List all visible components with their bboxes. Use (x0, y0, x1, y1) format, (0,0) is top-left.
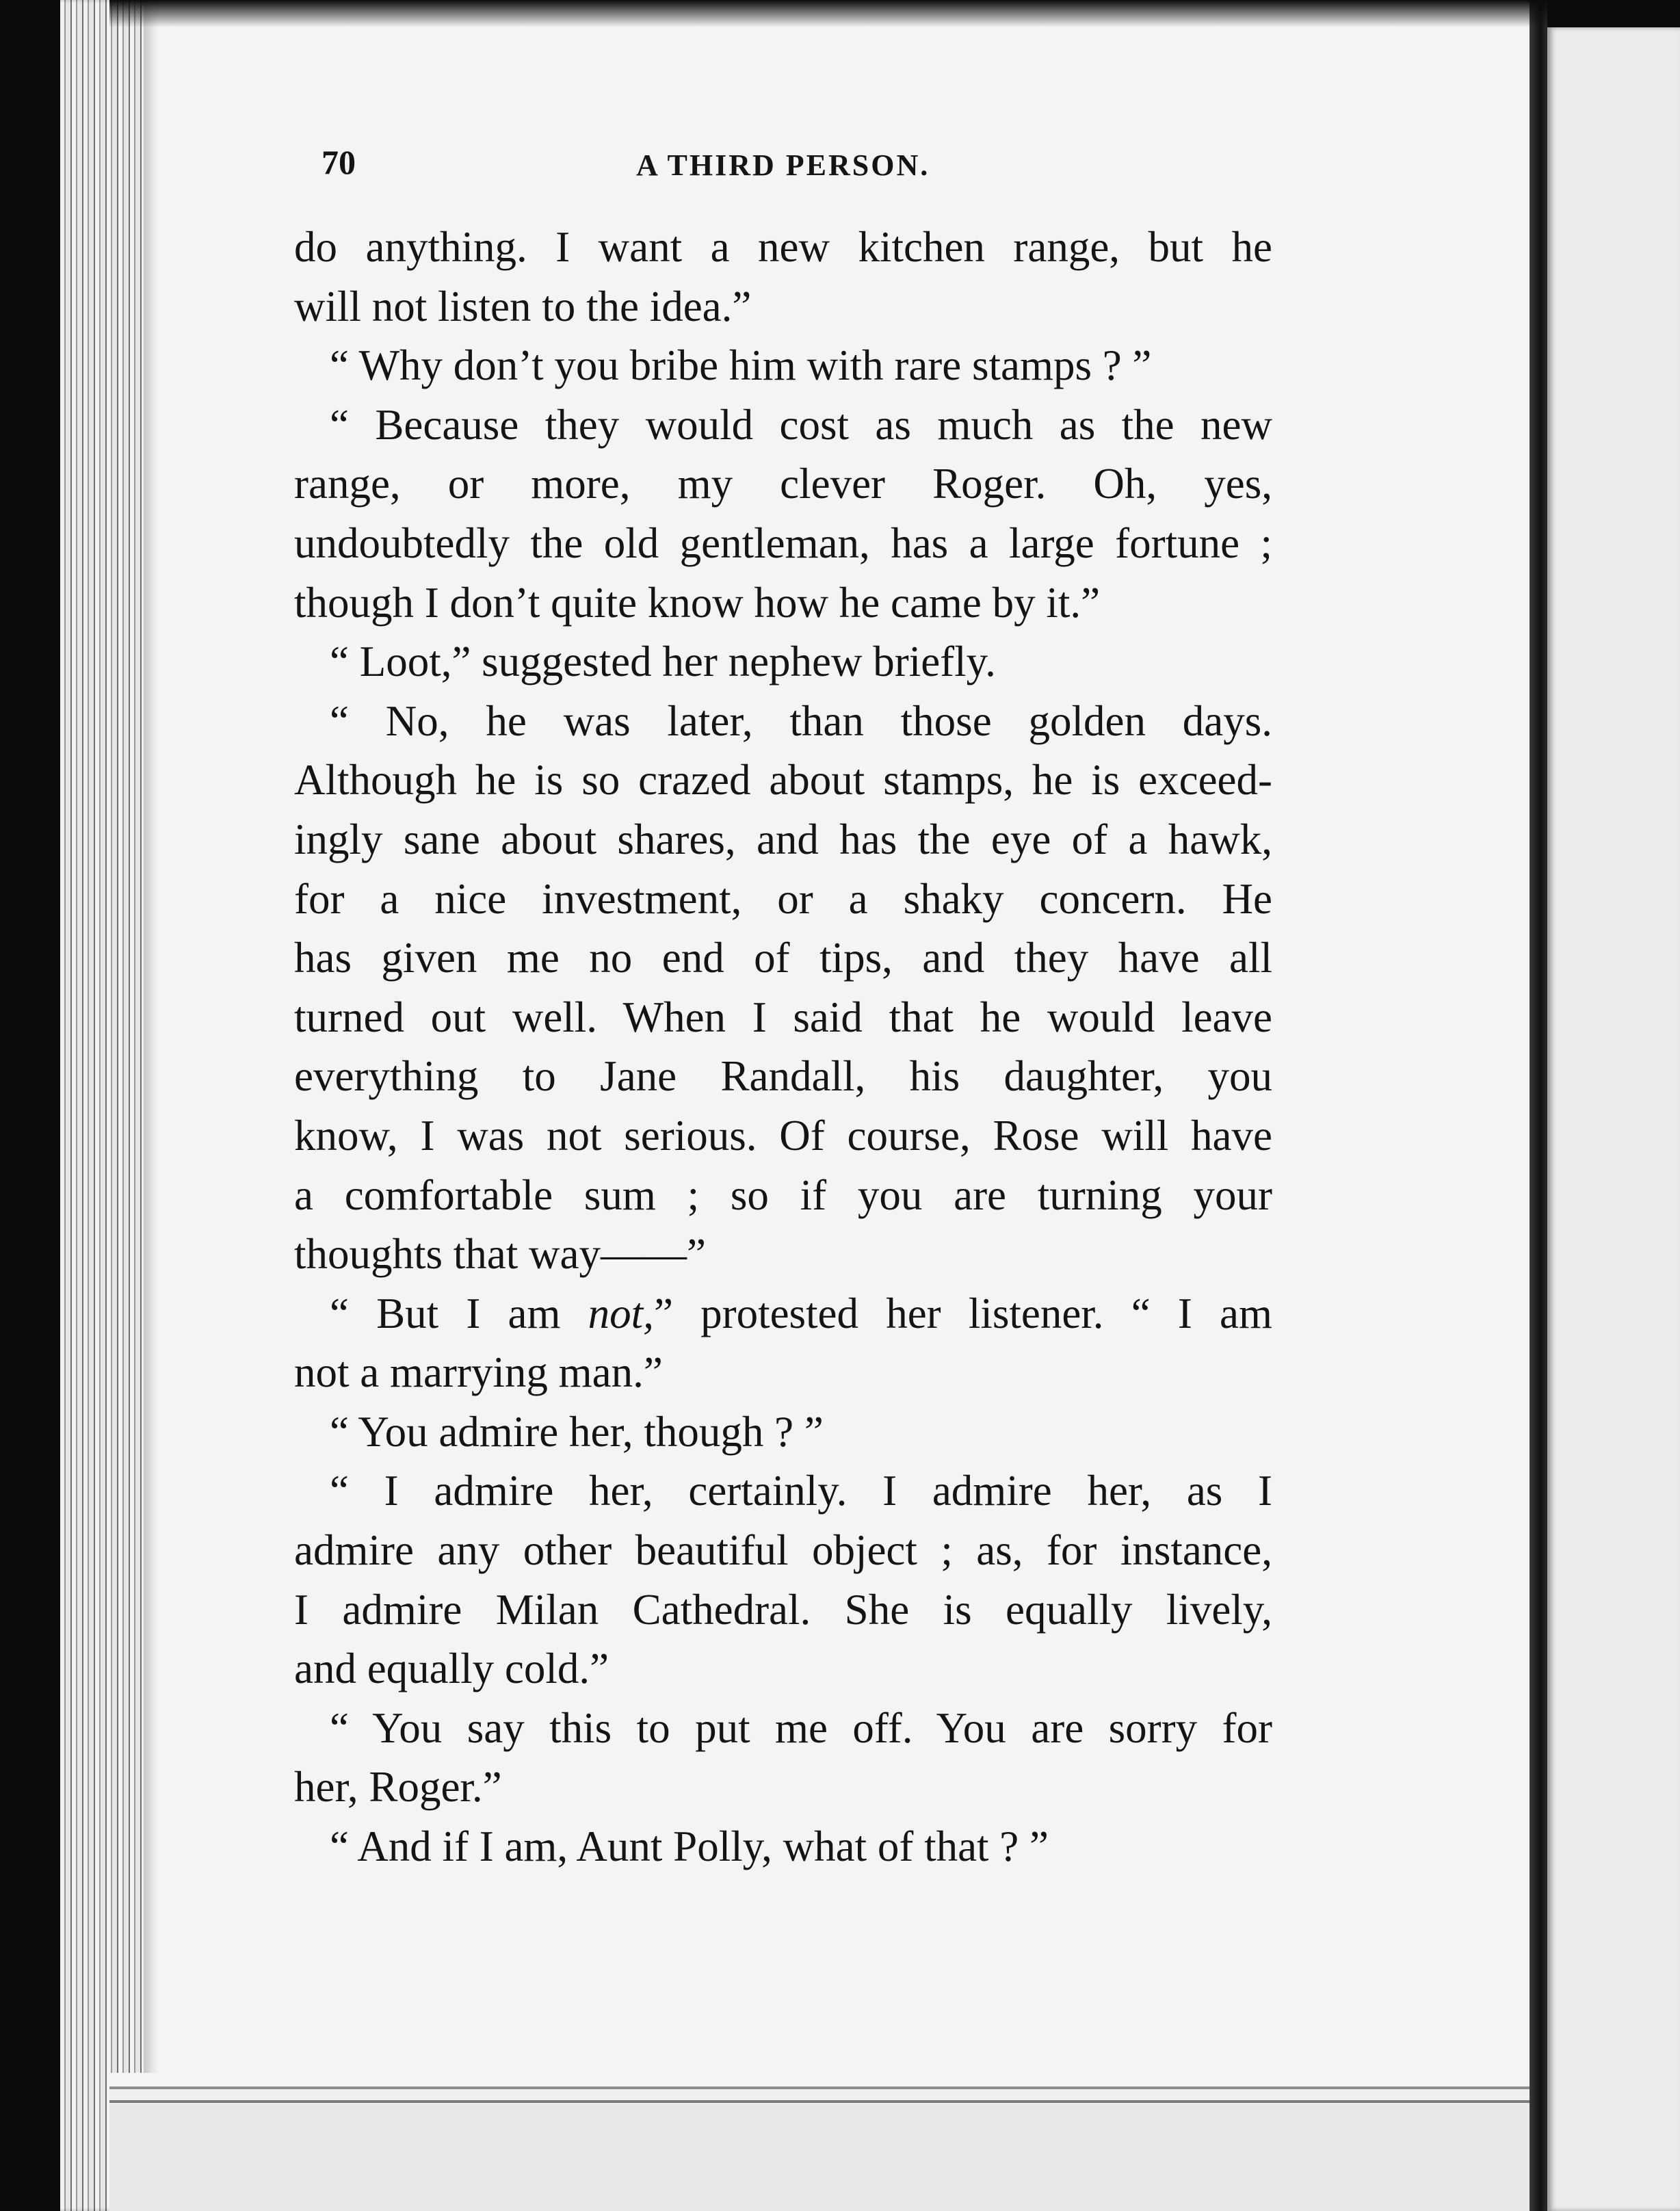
emphasized-word: not, (588, 1289, 654, 1337)
text-line: and equally cold.” (294, 1645, 609, 1693)
page-number: 70 (321, 143, 356, 181)
text-line: know, I was not serious. Of course, Rose will have (294, 1111, 1272, 1160)
running-title: A THIRD PERSON. (636, 148, 930, 182)
text-line-emphasis (294, 1284, 1272, 1344)
text-line: range, or more, my clever Roger. Oh, yes, (294, 460, 1272, 508)
text-line: undoubtedly the old gentleman, has a large fortune ; (294, 519, 1272, 567)
text-line: everything to Jane Randall, his daughter, you (294, 1052, 1272, 1101)
text-line: a comfortable sum ; so if you are turning your (294, 1170, 1272, 1219)
text-line: will not listen to the idea.” (294, 282, 752, 330)
text-line: not a marrying man.” (294, 1348, 663, 1397)
text-line: “ I admire her, certainly. I admire her, as I (330, 1467, 1272, 1515)
text-line: though I don’t quite know how he came by it.” (294, 578, 1101, 627)
facing-page-edge (1547, 27, 1680, 2211)
page-body-text (294, 218, 1272, 1876)
text-line: thoughts that way——” (294, 1230, 706, 1279)
text-line: has given me no end of tips, and they have all (294, 934, 1272, 982)
text-segment: ” protested her listener. “ I am (653, 1289, 1272, 1337)
page-edge-stack (60, 0, 149, 2211)
running-head (321, 142, 1272, 197)
text-line: her, Roger.” (294, 1763, 502, 1811)
text-line: Although he is so crazed about stamps, he is exceed- (294, 756, 1272, 804)
text-line: do anything. I want a new kitchen range, but he (294, 223, 1272, 271)
text-line: “ Because they would cost as much as the new (330, 400, 1272, 449)
text-line: “ Loot,” suggested her nephew briefly. (330, 638, 996, 686)
top-shadow (109, 0, 1680, 27)
text-line: ingly sane about shares, and has the eye of a hawk, (294, 815, 1272, 863)
text-line: “ Why don’t you bribe him with rare stamps ? ” (330, 341, 1152, 390)
text-line: “ No, he was later, than those golden days. (330, 696, 1272, 745)
text-line: “ You say this to put me off. You are sorry for (330, 1703, 1272, 1752)
bottom-page-edge (109, 2073, 1532, 2211)
text-segment: “ But I am (330, 1289, 588, 1337)
text-line: “ And if I am, Aunt Polly, what of that ? ” (330, 1822, 1049, 1871)
text-line: for a nice investment, or a shaky concern. He (294, 874, 1272, 923)
text-line: I admire Milan Cathedral. She is equally lively, (294, 1585, 1272, 1634)
text-line: turned out well. When I said that he would leave (294, 993, 1272, 1041)
text-line: “ You admire her, though ? ” (330, 1407, 824, 1456)
book-gutter (1530, 0, 1547, 2211)
text-line: admire any other beautiful object ; as, for instance, (294, 1526, 1272, 1575)
